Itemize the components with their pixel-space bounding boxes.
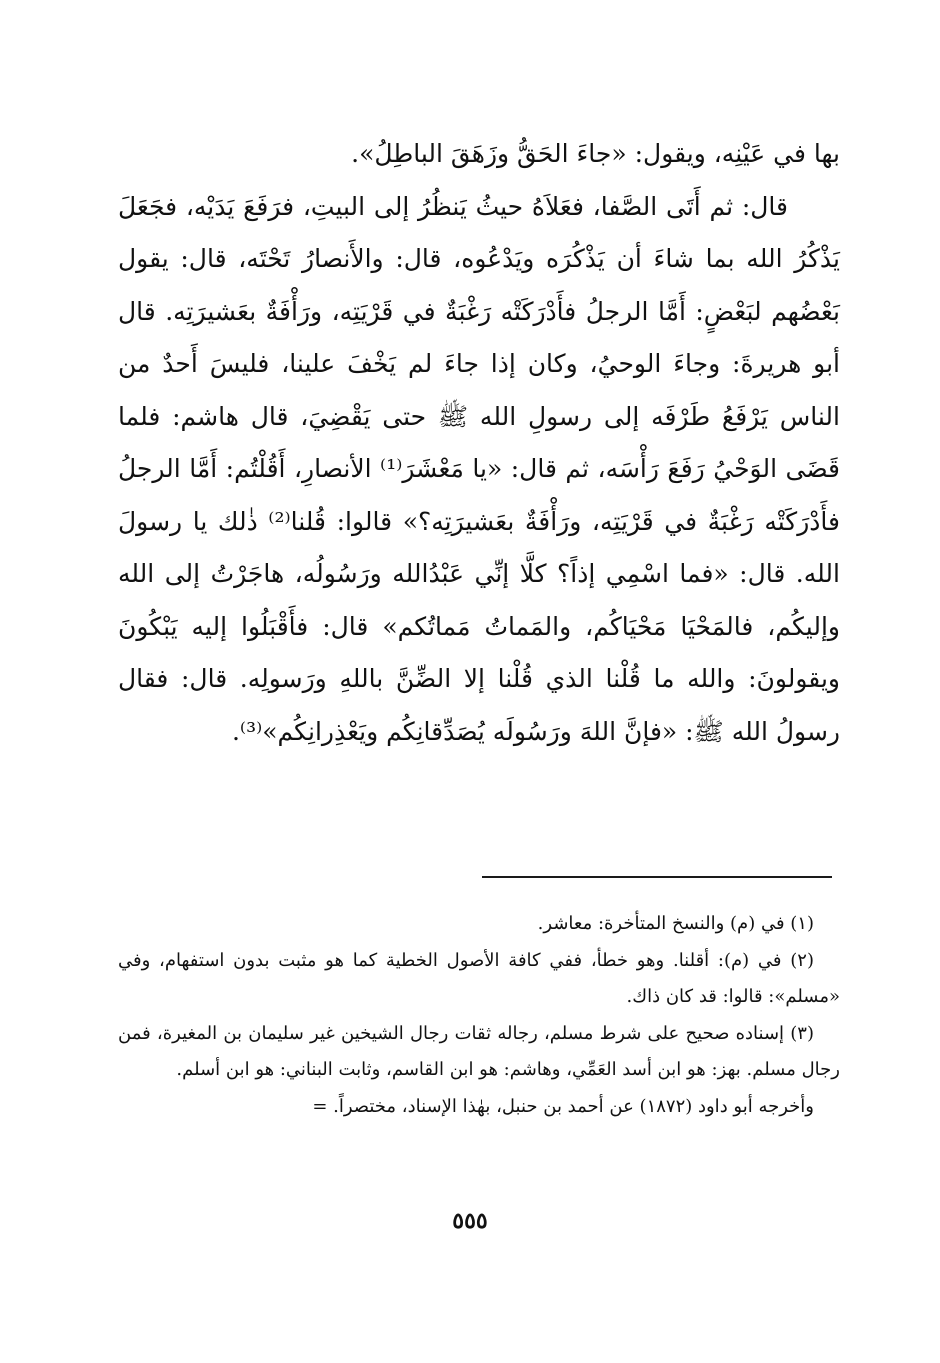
page-number: ٥٥٥ xyxy=(452,1208,488,1234)
footnote-3: (٣) إسناده صحيح على شرط مسلم، رجاله ثقات رجال الشيخين غير سليمان بن المغيرة، فمن رجال مسلم. بهز: هو ابن أسد العَمِّي، وهاشم: هو ابن القاسم، وثابت البناني: هو ابن أسلم. xyxy=(118,1022,840,1080)
main-paragraph-1: بها في عَيْنِه، ويقول: «جاءَ الحَقُّ وزَهَقَ الباطِلُ». xyxy=(351,139,840,168)
main-paragraph-2: قال: ثم أَتَى الصَّفا، فعَلاَهُ حيثُ يَنظُرُ إلى البيتِ، فرَفَعَ يَدَيْه، فجَعَلَ يَذْكُرُ الله بما شاءَ أن يَذْكُرَه ويَدْعُوه، قال: والأَنصارُ تَحْتَه، قال: يقول بَعْضُهم لبَعْضٍ: أَمَّا الرجلُ فأَدْرَكَتْه رَغْبَةٌ في قَرْيَتِه، ورَأْفَةٌ بعَشيرَتِه. قال أبو هريرةَ: وجاءَ الوحيُ، وكان إذا جاءَ لم يَخْفَ علينا، فليسَ أَحدٌ من الناس يَرْفَعُ طَرْفَه إلى رسولِ الله ﷺ حتى يَقْضِيَ، قال هاشم: فلما قَضَى الوَحْيُ رَفَعَ رَأْسَه، ثم قال: «يا مَعْشَرَ⁽¹⁾ الأنصارِ، أَقُلْتُم: أَمَّا الرجلُ فأَدْرَكَتْه رَغْبَةٌ في قَرْيَتِه، ورَأْفَةٌ بعَشيرَتِه؟» قالوا: قُلنا⁽²⁾ ذٰلك يا رسولَ الله. قال: «فما اسْمِي إذاً؟ كلَّا إنِّي عَبْدُالله ورَسُولُه، هاجَرْتُ إلى الله وإليكُم، فالمَحْيَا مَحْيَاكُم، والمَماتُ مَماتُكم» قال: فأَقْبَلُوا إليه يَبْكُونَ ويقولونَ: والله ما قُلْنا الذي قُلْنا إلا الضِّنَّ باللهِ ورَسولِه. قال: فقال رسولُ الله ﷺ: «فإنَّ اللهَ ورَسُولَه يُصَدِّقانِكُم ويَعْذِرانِكُم»⁽³⁾. xyxy=(118,191,840,746)
footnote-2: (٢) في (م): أقلنا. وهو خطأ، ففي كافة الأصول الخطية كما هو مثبت بدون استفهام، وفي «مسلم»: قالوا: قد كان ذاك. xyxy=(118,949,840,1007)
footnote-3-continued: وأخرجه أبو داود (١٨٧٢) عن أحمد بن حنبل، بهٰذا الإسناد، مختصراً. = xyxy=(312,1095,814,1117)
footnotes-section xyxy=(118,906,840,1125)
main-text-body xyxy=(118,128,840,758)
footnote-1: (١) في (م) والنسخ المتأخرة: معاشر. xyxy=(537,913,814,934)
footnote-separator xyxy=(482,876,832,878)
